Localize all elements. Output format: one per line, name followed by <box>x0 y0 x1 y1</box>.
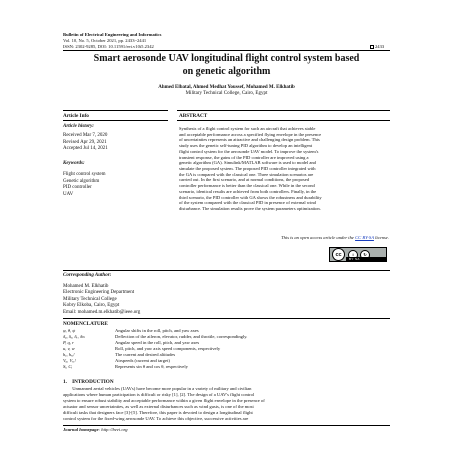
page-icon <box>370 45 374 49</box>
nomenclature-heading: NOMENCLATURE <box>63 321 108 327</box>
keywords-heading: Keywords: <box>63 161 85 166</box>
keyword-item: Flight control system <box>63 172 106 177</box>
abstract-line: genetic algorithm (GA). Simulink/MATLAB software is used to model and <box>179 160 316 166</box>
nomenclature-definition: Airspeeds (current and target) <box>115 358 170 363</box>
history-item: Received Mar 7, 2020 <box>63 133 108 138</box>
abstract-line: of uncertainties represents an attractive and challenging design problem. This <box>179 137 320 143</box>
corresponding-block <box>63 284 140 316</box>
abstract-line: transient response, the gains of the PID controller are improved using a <box>179 154 309 160</box>
introduction-line: applications where human participation is difficult or risky [1], [2]. The design of a UAV's flight control <box>63 391 255 397</box>
abstract-line: and acceptable performance across a specified flying envelope in the presence <box>179 131 322 137</box>
corresponding-line: Military Technical College <box>63 296 117 302</box>
keyword-item: UAV <box>63 191 74 197</box>
nomenclature-symbol: δₐ, δₑ, δᵣ, δₜₕ <box>63 334 86 339</box>
homepage-url[interactable]: : http://beei.org <box>98 427 128 432</box>
nomenclature-definition: Roll, pitch, and yaw axis speed components, respectively <box>115 346 221 351</box>
abstract-line: carried out. In the first scenario, and at normal conditions, the proposed <box>179 177 310 183</box>
paper-title-line: on genetic algorithm <box>182 65 271 77</box>
corresponding-line: Kobry Elkoba, Cairo, Egypt <box>63 303 120 309</box>
nomenclature-definition: Angular shifts in the roll, pitch, and yaw axes <box>115 328 199 333</box>
nomenclature-symbol: hₑ, hᵣₑᶠ <box>63 352 75 357</box>
abstract-line: simulate the proposed system. The proposed PID controller integrated with <box>179 166 316 172</box>
introduction-line: actuator and sensor uncertainties, as well as external disturbances such as wind gusts, is one of the most <box>63 403 254 409</box>
journal-issn: ISSN: 2302-9285, DOI: 10.11591/eei.v10i5.2342 <box>63 44 154 49</box>
license-link[interactable]: CC BY-SA <box>355 235 374 240</box>
introduction-heading: 1. INTRODUCTION <box>63 379 114 385</box>
nomenclature-definition: The current and desired altitudes <box>115 352 176 357</box>
abstract-line: third scenario, the PID controller with GA shows the robustness and durability <box>179 194 322 200</box>
abstract-line: of the system compared with the classical PID in presence of external wind <box>179 200 316 206</box>
homepage-label: Journal homepage <box>63 427 99 432</box>
nomenclature-symbol: Sᵢ, Cᵢ <box>63 364 73 369</box>
paper-title <box>60 53 393 78</box>
nomenclature-definition: Angular speed in the roll, pitch, and yaw axes <box>115 340 200 345</box>
section-rule <box>177 120 390 121</box>
license-suffix: license. <box>373 235 389 240</box>
cc-icon: cc <box>332 248 345 261</box>
keyword-item: PID controller <box>63 185 92 191</box>
abstract-heading: ABSTRACT <box>179 113 208 119</box>
cc-strip-label: BY SA <box>346 257 387 261</box>
nomenclature-symbol: P, q, r <box>63 340 74 345</box>
nomenclature-symbol: φ, θ, ψ <box>63 328 76 333</box>
paper-title-line: Smart aerosonde UAV longitudinal flight control system based <box>93 53 360 64</box>
abstract-line: flight control system for the aerosonde UAV model. To improve the system's <box>179 148 319 154</box>
abstract-line: study uses the genetic self-tuning PID algorithm to develop an intelligent <box>179 143 313 149</box>
introduction-line: control system for the fixed-wing aerosonde UAV. To achieve this objective, successive activities are <box>63 415 249 421</box>
introduction-line: system to ensure robust stability and acceptable performance within a given flight envelope in the presence of <box>63 397 265 403</box>
license-prefix: This is an open access article under the <box>281 235 356 240</box>
attribution-icon: i <box>348 250 358 260</box>
history-heading: Article history: <box>63 124 94 129</box>
abstract-line: controller performance is better than the classical one. While in the second <box>179 183 315 189</box>
history-list <box>63 133 108 153</box>
keyword-item: Genetic algorithm <box>63 178 100 184</box>
section-rule <box>63 120 168 121</box>
introduction-line: difficult tasks that designers face [3]-[5]. Therefore, this paper is devoted to design a longitudinal flight <box>63 409 253 415</box>
nomenclature-definition: Deflection of the aileron, elevator, rudder, and throttle, correspondingly. <box>115 334 248 339</box>
corresponding-heading: Corresponding Author: <box>63 273 112 278</box>
abstract-line: the GA is compared with the classical one. Three simulation scenarios are <box>179 171 314 177</box>
cc-license-badge[interactable] <box>329 247 387 262</box>
paper-authors: Ahmed Elbatal, Ahmed Medhat Youssef, Mohamed M. Elkhatib <box>158 85 295 90</box>
history-item: Accepted Jul 14, 2021 <box>63 146 108 152</box>
nomenclature-symbol: Vₐ, Vᵣₑᶠ <box>63 358 76 363</box>
nomenclature-definition: Represents sin θ and cos θ, respectively <box>115 364 188 369</box>
corresponding-email[interactable]: Email: mohamed.m.elkhatib@ieee.org <box>63 309 141 315</box>
history-item: Revised Apr 29, 2021 <box>63 139 107 145</box>
section-rule <box>63 318 390 319</box>
share-alike-icon: ↻ <box>360 250 370 260</box>
nomenclature-symbol: u, v, w <box>63 346 75 351</box>
introduction-line: Unmanned aerial vehicles (UAVs) have become more popular in a variety of military and civilian <box>63 386 252 391</box>
article-info-heading: Article Info <box>63 113 89 119</box>
page-number-text: 2433 <box>375 44 385 49</box>
journal-name: Bulletin of Electrical Engineering and Informatics <box>63 32 162 37</box>
section-rule <box>63 110 168 111</box>
corresponding-line: Mohamed M. Elkhatib <box>63 284 109 289</box>
abstract-line: Synthesis of a flight control system for such an aircraft that achieves stable <box>179 126 316 131</box>
paper-affiliation: Military Technical College, Cairo, Egypt <box>185 91 268 96</box>
abstract-line: scenario, identical results are achieved from both controllers. Finally, in the <box>179 188 317 194</box>
section-rule <box>177 110 390 111</box>
journal-volume: Vol. 10, No. 5, October 2021, pp. 2433~2441 <box>63 38 147 43</box>
license-text <box>179 235 389 241</box>
header-rule <box>63 50 390 51</box>
corresponding-line: Electronic Engineering Department <box>63 290 135 296</box>
keywords-list <box>63 172 106 198</box>
journal-homepage <box>63 427 128 433</box>
abstract-body <box>179 126 389 212</box>
introduction-body <box>63 386 390 421</box>
page-number <box>370 44 384 50</box>
footer-rule <box>63 425 390 426</box>
section-rule <box>63 270 390 271</box>
abstract-line: disturbance. The simulation results prove the system parameters optimization. <box>179 206 321 212</box>
